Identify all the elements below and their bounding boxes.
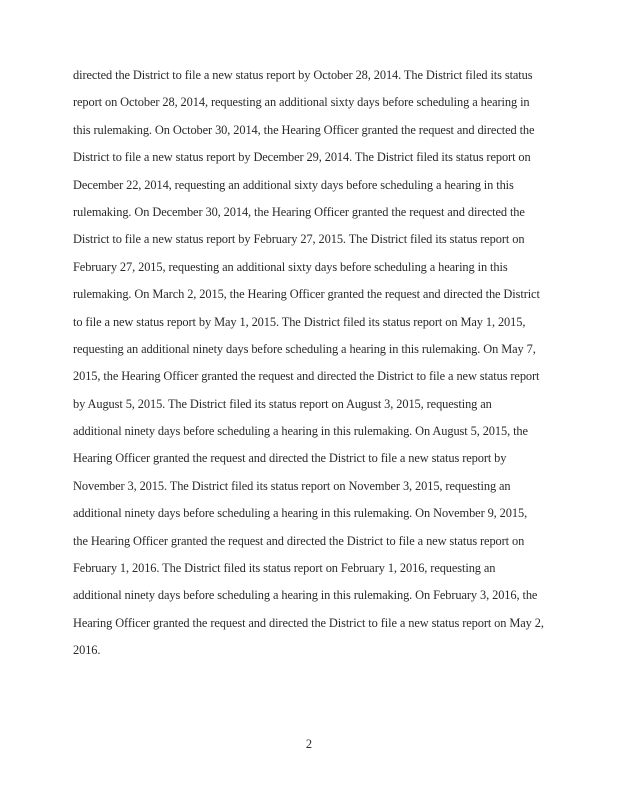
text-line: directed the District to file a new status report by October 28, 2014. The District filed its status — [73, 68, 533, 82]
text-line: to file a new status report by May 1, 2015. The District filed its status report on May 1, 2015, — [73, 314, 526, 329]
text-line: District to file a new status report by February 27, 2015. The District filed its status report on — [73, 232, 525, 247]
text-line: February 1, 2016. The District filed its status report on February 1, 2016, requesting an — [73, 561, 496, 576]
text-line: Hearing Officer granted the request and directed the District to file a new status report on May 2, — [73, 615, 544, 630]
text-line: 2015, the Hearing Officer granted the request and directed the District to file a new status report — [73, 369, 540, 384]
text-line: 2016. — [73, 643, 101, 658]
text-line: additional ninety days before scheduling a hearing in this rulemaking. On February 3, 2016, the — [73, 588, 538, 603]
page-number: 2 — [305, 737, 313, 751]
text-line: additional ninety days before scheduling a hearing in this rulemaking. On November 9, 2015, — [73, 506, 528, 521]
text-line: rulemaking. On March 2, 2015, the Hearing Officer granted the request and directed the District — [73, 287, 540, 302]
text-line: this rulemaking. On October 30, 2014, the Hearing Officer granted the request and directed the — [73, 122, 535, 137]
body-paragraph — [73, 62, 553, 665]
text-line: District to file a new status report by December 29, 2014. The District filed its status report on — [73, 150, 531, 165]
text-line: report on October 28, 2014, requesting an additional sixty days before scheduling a hearing in — [73, 95, 530, 110]
text-line: February 27, 2015, requesting an additional sixty days before scheduling a hearing in this — [73, 259, 508, 274]
text-line: additional ninety days before scheduling a hearing in this rulemaking. On August 5, 2015, the — [73, 424, 528, 439]
text-line: the Hearing Officer granted the request and directed the District to file a new status report on — [73, 533, 525, 548]
text-line: by August 5, 2015. The District filed its status report on August 3, 2015, requesting an — [73, 396, 492, 411]
text-line: December 22, 2014, requesting an additional sixty days before scheduling a hearing in this — [73, 177, 514, 192]
text-line: rulemaking. On December 30, 2014, the Hearing Officer granted the request and directed the — [73, 204, 525, 219]
text-line: November 3, 2015. The District filed its status report on November 3, 2015, requesting an — [73, 478, 511, 493]
text-line: Hearing Officer granted the request and directed the District to file a new status report by — [73, 451, 507, 466]
text-line: requesting an additional ninety days before scheduling a hearing in this rulemaking. On May 7, — [73, 341, 536, 356]
